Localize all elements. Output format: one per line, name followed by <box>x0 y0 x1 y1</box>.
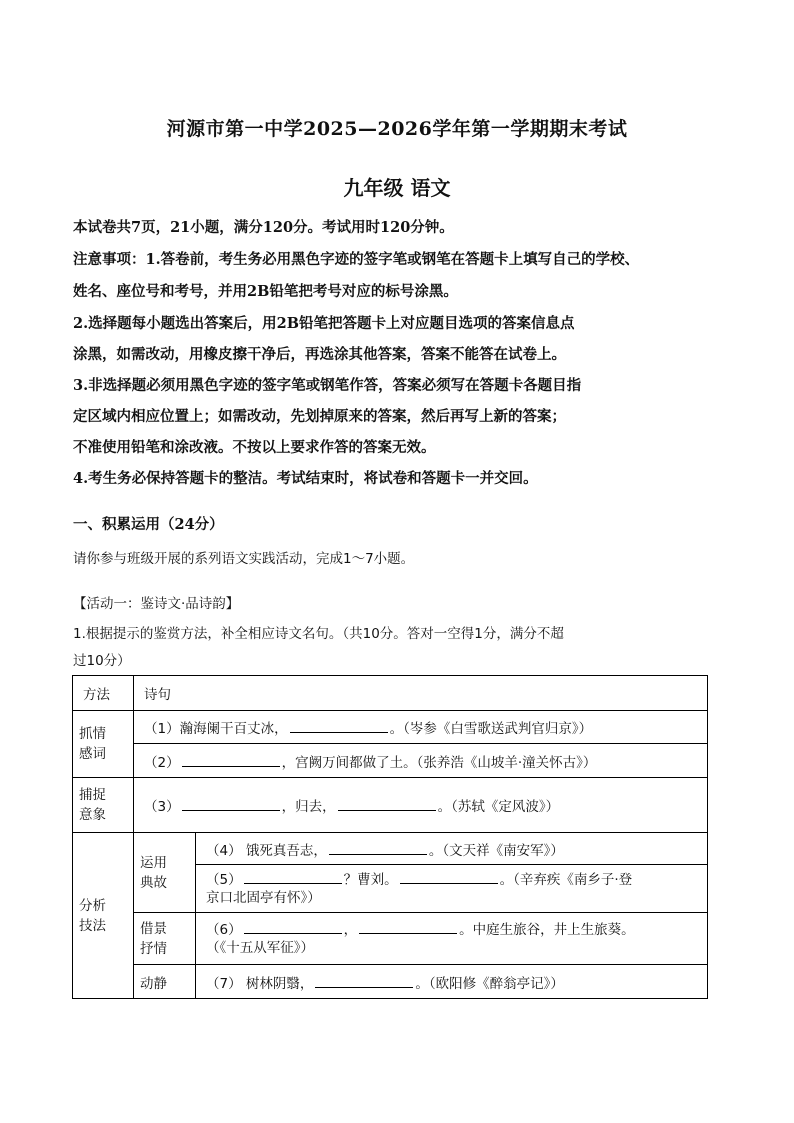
answer-blank[interactable] <box>315 975 413 988</box>
poem-row-5: （5） ？曹刘。 。（辛弃疾《南乡子·登 京口北固亭有怀》） <box>196 865 708 913</box>
answer-blank[interactable] <box>329 842 427 855</box>
category-imagery: 捕捉意象 <box>73 778 134 833</box>
answer-blank[interactable] <box>244 871 342 884</box>
exam-title: 河源市第一中学2025—2026学年第一学期期末考试 <box>166 118 628 140</box>
header-method: 方法 <box>73 676 134 711</box>
section-intro: 请你参与班级开展的系列语文实践活动，完成1～7小题。 <box>73 551 415 567</box>
question-text: 过10分） <box>73 653 131 669</box>
instruction-line: 涂黑，如需改动，用橡皮擦干净后，再选涂其他答案，答案不能答在试卷上。 <box>73 346 566 363</box>
activity-title: 【活动一：鉴诗文·品诗韵】 <box>73 596 240 612</box>
instruction-line: 不准使用铅笔和涂改液。不按以上要求作答的答案无效。 <box>73 439 436 456</box>
instruction-line: 3.非选择题必须用黑色字迹的签字笔或钢笔作答，答案必须写在答题卡各题目指 <box>73 377 582 394</box>
answer-blank[interactable] <box>290 720 388 733</box>
category-emotion-words: 抓情感词 <box>73 711 134 778</box>
poem-row-3: （3） ，归去， 。（苏轼《定风波》） <box>134 778 708 833</box>
poem-table <box>72 675 708 999</box>
instruction-line: 4.考生务必保持答题卡的整洁。考试结束时，将试卷和答题卡一并交回。 <box>73 470 538 487</box>
poem-row-1: （1）瀚海阑干百丈冰， 。（岑参《白雪歌送武判官归京》） <box>134 711 708 744</box>
poem-row-4: （4） 饿死真吾志， 。（文天祥《南安军》） <box>196 833 708 865</box>
section-heading: 一、积累运用（24分） <box>73 516 224 533</box>
subcategory-allusion: 运用典故 <box>134 833 196 913</box>
answer-blank[interactable] <box>400 871 498 884</box>
poem-row-6: （6） ， 。中庭生旅谷，井上生旅葵。 （《十五从军征》） <box>196 913 708 965</box>
instruction-line: 2.选择题每小题选出答案后，用2B铅笔把答题卡上对应题目选项的答案信息点 <box>73 315 575 332</box>
question-text: 1.根据提示的鉴赏方法，补全相应诗文名句。（共10分。答对一空得1分，满分不超 <box>73 626 564 642</box>
instruction-line: 本试卷共7页，21小题，满分120分。考试用时120分钟。 <box>73 219 454 236</box>
subcategory-scenery-emotion: 借景抒情 <box>134 913 196 965</box>
poem-row-7: （7） 树林阴翳， 。（欧阳修《醉翁亭记》） <box>196 965 708 999</box>
header-poem: 诗句 <box>134 676 708 711</box>
answer-blank[interactable] <box>338 798 436 811</box>
answer-blank[interactable] <box>359 921 457 934</box>
subcategory-motion-stillness: 动静 <box>134 965 196 999</box>
answer-blank[interactable] <box>182 754 280 767</box>
category-technique: 分析技法 <box>73 833 134 999</box>
instruction-line: 注意事项：1.答卷前，考生务必用黑色字迹的签字笔或钢笔在答题卡上填写自己的学校、 <box>73 251 640 268</box>
poem-row-2: （2） ，宫阙万间都做了土。（张养浩《山坡羊·潼关怀古》） <box>134 744 708 778</box>
answer-blank[interactable] <box>244 921 342 934</box>
instruction-line: 定区域内相应位置上；如需改动，先划掉原来的答案，然后再写上新的答案； <box>73 408 566 425</box>
answer-blank[interactable] <box>182 798 280 811</box>
exam-subtitle: 九年级 语文 <box>343 176 451 200</box>
instruction-line: 姓名、座位号和考号，并用2B铅笔把考号对应的标号涂黑。 <box>73 283 458 300</box>
